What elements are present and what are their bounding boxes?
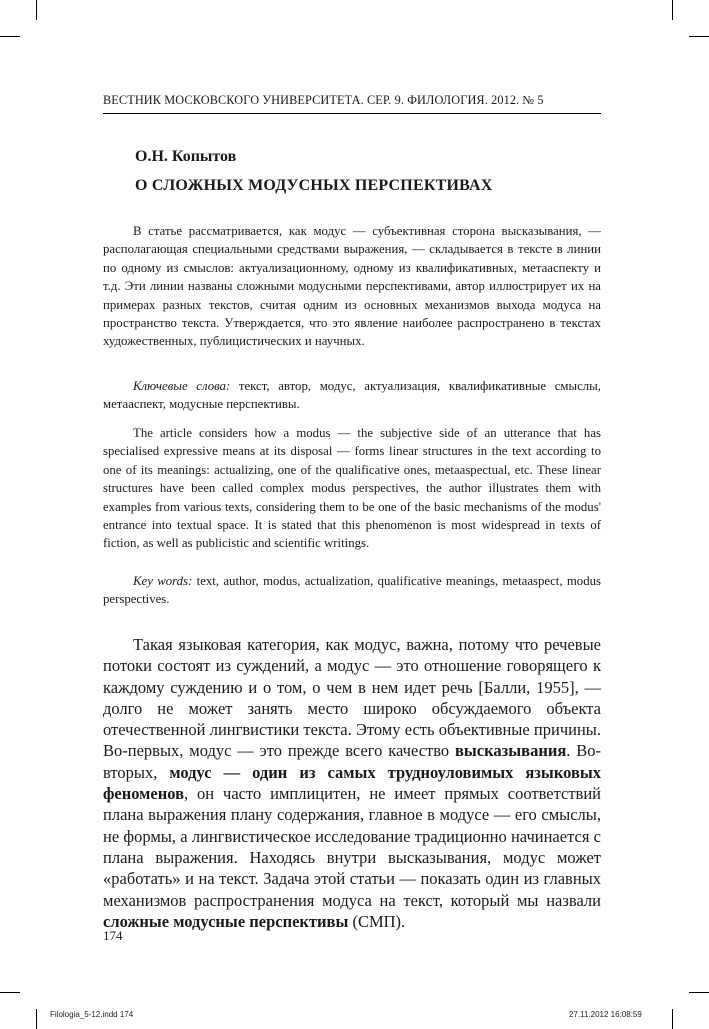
body-bold: высказывания [455,741,567,761]
body-text: Такая языковая категория, как модус, важна, потому что речевые потоки состоят из суждений, а модус — это отношение говорящего к каждому суждению и о том, о чем в нем идет речь [Балли, 1955], — долго не может занять место широко обсуждаемого объекта отечественной лингвистики текста. Этому есть объективные причины. Во-первых, модус — это прежде всего качество [103,635,601,761]
abstract-en: The article considers how a modus — the subjective side of an utterance that has specialised expressive means at its disposal — forms linear structures in the text according to one of its meanings: actualizing, one of the qualificative ones, metaaspectual, etc. These linear structures have been called complex modus perspectives, the author illustrates them with examples from various texts, considering them to be one of the basic mechanisms of the modus' entrance into textual space. It is stated that this phenomenon is most widespread in texts of fiction, as well as publicistic and scientific writings. [103,426,601,551]
body-bold: модус — один из самых трудноуловимых языковых феноменов [103,762,601,804]
abstract-ru-block [103,222,601,351]
abstract-en-block [103,424,601,553]
abstract-ru: В статье рассматривается, как модус — субъективная сторона высказывания, — располагающая специальными средствами выражения, — складывается в тексте в линии по одному из смыслов: актуализационному, одному из квалификативных, метааспекту и т.д. Эти линии названы сложными модусными перспективами, автор иллюстрирует их на примерах разных текстов, считая одним из основных механизмов выхода модуса на пространство текста. Утверждается, что это явление наиболее распространено в текстах художественных, публицистических и научных. [103,224,601,349]
keywords-ru: текст, автор, модус, актуализация, квалификативные смыслы, метааспект, модусные перспективы. [103,379,601,412]
running-header: ВЕСТНИК МОСКОВСКОГО УНИВЕРСИТЕТА. СЕР. 9. ФИЛОЛОГИЯ. 2012. № 5 [103,93,601,114]
body-text: (СМП). [348,911,406,931]
keywords-en-label: Key words: [133,574,193,588]
crop-mark [0,36,20,37]
keywords-ru-label: Ключевые слова: [133,379,231,393]
crop-mark [672,1009,673,1029]
page-number: 174 [103,928,123,943]
keywords-en: text, author, modus, actualization, qualificative meanings, metaaspect, modus perspectives. [103,574,601,607]
body-paragraph [103,634,601,932]
slug-filename: Filologia_5-12.indd 174 [50,1010,134,1019]
keywords-ru-block [103,377,601,414]
body-text: . Во-вторых, [103,741,601,782]
body-bold: сложные модусные перспективы [103,911,349,931]
crop-mark [36,0,37,20]
article-title: О СЛОЖНЫХ МОДУСНЫХ ПЕРСПЕКТИВАХ [135,177,493,194]
author-name: О.Н. Копытов [135,148,237,165]
crop-mark [672,0,673,20]
crop-mark [36,1009,37,1029]
slug-timestamp: 27.11.2012 16:08:59 [569,1010,642,1019]
crop-mark [0,992,20,993]
keywords-en-block [103,572,601,609]
body-text: , он часто имплицитен, не имеет прямых соответствий плана выражения плану содержания, главное в модусе — его смыслы, не формы, а лингвистическое исследование традиционно начинается с плана выражения. Находясь внутри высказывания, модус может «работать» и на текст. Задача этой статьи — показать один из главных механизмов распространения модуса на текст, который мы назвали [103,784,601,910]
crop-mark [689,992,709,993]
crop-mark [689,36,709,37]
